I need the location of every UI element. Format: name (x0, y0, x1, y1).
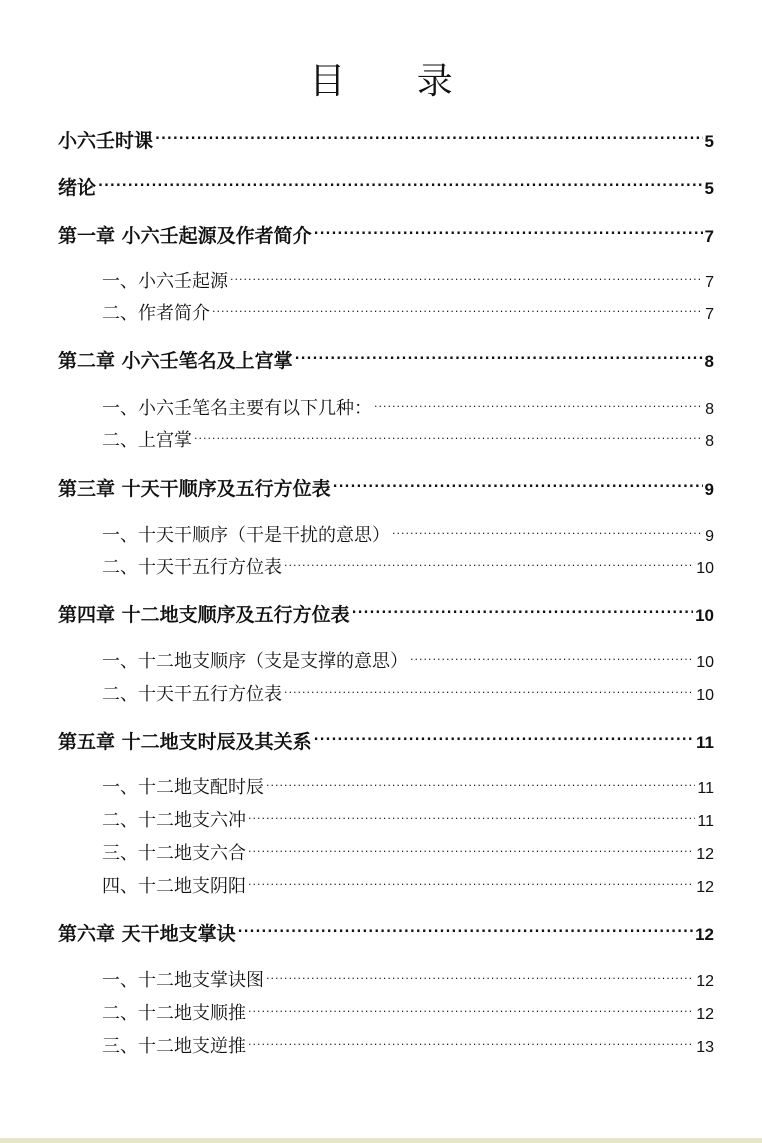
page-title: 目 录 (309, 61, 483, 102)
toc-entry-label: 二、上宫掌 (102, 430, 192, 451)
toc-page-number: 12 (696, 846, 714, 863)
toc-page-number: 7 (705, 274, 714, 291)
toc-dot-leader (284, 682, 694, 700)
toc-section-entry[interactable] (102, 968, 714, 992)
toc-dot-leader (194, 428, 703, 446)
toc-section-entry[interactable] (102, 874, 714, 898)
toc-dot-leader (295, 348, 703, 367)
toc-section-entry[interactable] (102, 841, 714, 865)
toc-dot-leader (230, 269, 703, 287)
toc-dot-leader (238, 921, 693, 940)
toc-chapter-entry[interactable] (58, 921, 714, 947)
toc-section-entry[interactable] (102, 808, 714, 832)
toc-page-number: 10 (696, 654, 714, 671)
toc-dot-leader (410, 649, 694, 667)
toc-dot-leader (314, 729, 694, 748)
toc-page-number: 11 (697, 813, 714, 830)
toc-page-number: 11 (697, 780, 714, 797)
toc-page-number: 9 (705, 528, 714, 545)
toc-section-entry[interactable] (102, 396, 714, 420)
toc-section-entry[interactable] (102, 301, 714, 325)
toc-entry-label: 一、十二地支顺序（支是支撑的意思） (102, 651, 408, 672)
toc-dot-leader (248, 874, 694, 892)
toc-entry-label: 四、十二地支阴阳 (102, 876, 246, 897)
toc-page-number: 9 (704, 480, 714, 499)
toc-entry-label: 第六章 天干地支掌诀 (58, 923, 236, 945)
toc-entry-label: 二、十二地支六冲 (102, 810, 246, 831)
toc-section-entry[interactable] (102, 428, 714, 452)
toc-chapter-entry[interactable] (58, 175, 714, 201)
toc-page-number: 5 (704, 179, 714, 198)
toc-section-entry[interactable] (102, 649, 714, 673)
toc-entry-label: 三、十二地支逆推 (102, 1036, 246, 1057)
toc-section-entry[interactable] (102, 1001, 714, 1025)
toc-section-entry[interactable] (102, 1034, 714, 1058)
toc-dot-leader (248, 1034, 694, 1052)
toc-dot-leader (155, 128, 703, 147)
toc-dot-leader (352, 602, 693, 621)
footer-divider (0, 1138, 762, 1143)
toc-chapter-entry[interactable] (58, 602, 714, 628)
toc-page-number: 11 (696, 733, 714, 752)
toc-dot-leader (333, 476, 703, 495)
toc-section-entry[interactable] (102, 555, 714, 579)
toc-dot-leader (392, 523, 703, 541)
toc-page-number: 8 (704, 352, 714, 371)
toc-entry-label: 第三章 十天干顺序及五行方位表 (58, 478, 331, 500)
toc-entry-label: 一、小六壬笔名主要有以下几种： (102, 398, 372, 419)
toc-entry-label: 一、十二地支配时辰 (102, 777, 264, 798)
toc-dot-leader (284, 555, 694, 573)
toc-entry-label: 第五章 十二地支时辰及其关系 (58, 731, 312, 753)
toc-page-number: 12 (696, 973, 714, 990)
toc-entry-label: 小六壬时课 (58, 130, 154, 152)
toc-entry-label: 第一章 小六壬起源及作者简介 (58, 225, 312, 247)
toc-entry-label: 三、十二地支六合 (102, 843, 246, 864)
toc-entry-label: 二、十天干五行方位表 (102, 684, 282, 705)
toc-chapter-entry[interactable] (58, 348, 714, 374)
toc-chapter-entry[interactable] (58, 476, 714, 502)
toc-dot-leader (314, 223, 703, 242)
toc-dot-leader (266, 775, 695, 793)
toc-entry-label: 二、作者简介 (102, 303, 210, 324)
toc-dot-leader (248, 1001, 694, 1019)
toc-section-entry[interactable] (102, 682, 714, 706)
toc-page-number: 13 (696, 1039, 714, 1056)
toc-page-number: 10 (696, 560, 714, 577)
toc-page-number: 10 (695, 606, 714, 625)
toc-dot-leader (248, 808, 695, 826)
toc-page-number: 5 (704, 132, 714, 151)
toc-page-number: 8 (705, 433, 714, 450)
toc-dot-leader (212, 301, 703, 319)
toc-section-entry[interactable] (102, 523, 714, 547)
toc-entry-label: 第二章 小六壬笔名及上宫掌 (58, 350, 293, 372)
toc-section-entry[interactable] (102, 775, 714, 799)
toc-page-number: 12 (696, 879, 714, 896)
toc-dot-leader (266, 968, 694, 986)
toc-chapter-entry[interactable] (58, 729, 714, 755)
toc-entry-label: 绪论 (58, 177, 97, 199)
toc-chapter-entry[interactable] (58, 128, 714, 154)
toc-entry-label: 一、小六壬起源 (102, 271, 228, 292)
toc-dot-leader (98, 175, 703, 194)
toc-page-number: 12 (696, 1006, 714, 1023)
toc-entry-label: 二、十天干五行方位表 (102, 557, 282, 578)
toc-entry-label: 第四章 十二地支顺序及五行方位表 (58, 604, 350, 626)
toc-page-number: 7 (704, 227, 714, 246)
toc-page-number: 8 (705, 401, 714, 418)
toc-page-number: 10 (696, 687, 714, 704)
toc-entry-label: 一、十二地支掌诀图 (102, 970, 264, 991)
toc-dot-leader (374, 396, 703, 414)
toc-page-number: 7 (705, 306, 714, 323)
toc-entry-label: 二、十二地支顺推 (102, 1003, 246, 1024)
toc-dot-leader (248, 841, 694, 859)
toc-section-entry[interactable] (102, 269, 714, 293)
toc-page-number: 12 (695, 925, 714, 944)
toc-entry-label: 一、十天干顺序（干是干扰的意思） (102, 525, 390, 546)
toc-chapter-entry[interactable] (58, 223, 714, 249)
